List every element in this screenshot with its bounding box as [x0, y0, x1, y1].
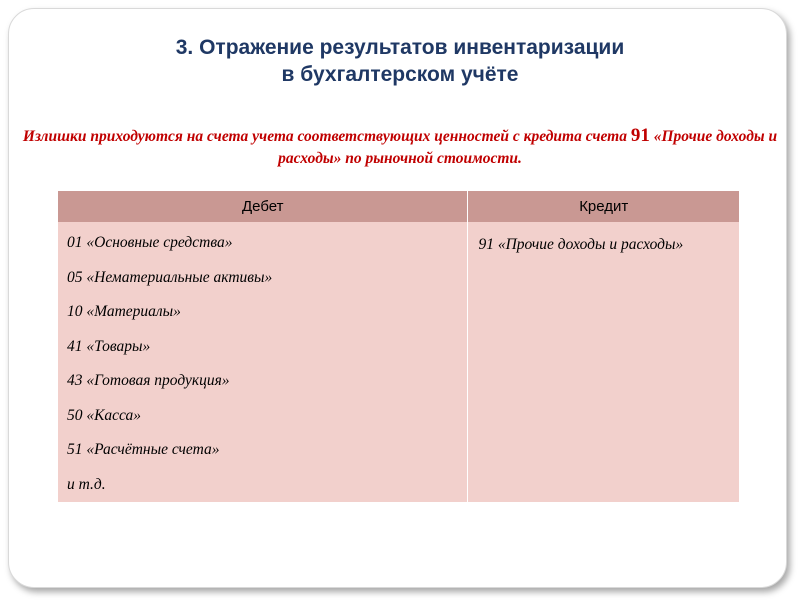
- title-line-2: в бухгалтерском учёте: [281, 63, 519, 86]
- list-item: 05 «Нематериальные активы»: [67, 268, 273, 286]
- debit-cell: [58, 222, 468, 502]
- subtitle-text-2: «Прочие доходы и расходы» по рыночной стоимости.: [278, 128, 778, 167]
- table-header-row: [58, 191, 739, 222]
- list-item: 10 «Материалы»: [67, 303, 181, 320]
- accounts-table: [58, 191, 739, 502]
- list-item: 43 «Готовая продукция»: [67, 372, 230, 389]
- list-item: 01 «Основные средства»: [67, 234, 233, 251]
- debit-list: [58, 222, 467, 502]
- title-line-1: 3. Отражение результатов инвентаризации: [175, 36, 625, 59]
- list-item: 51 «Расчётные счета»: [67, 441, 220, 458]
- slide-subtitle: [20, 125, 780, 170]
- list-item: 50 «Касса»: [67, 406, 142, 424]
- list-item: 41 «Товары»: [67, 337, 151, 355]
- slide-title: [0, 34, 800, 88]
- subtitle-account-number: 91: [630, 125, 650, 146]
- table-body-row: [58, 222, 739, 502]
- credit-header: Кредит: [468, 191, 739, 222]
- subtitle-text-1: Излишки приходуются на счета учета соответствующих ценностей с кредита счета: [22, 128, 627, 145]
- credit-cell: [468, 222, 739, 502]
- credit-account-text: 91 «Прочие доходы и расходы»: [478, 236, 684, 253]
- debit-header: Дебет: [58, 191, 468, 222]
- list-item: и т.д.: [67, 475, 106, 493]
